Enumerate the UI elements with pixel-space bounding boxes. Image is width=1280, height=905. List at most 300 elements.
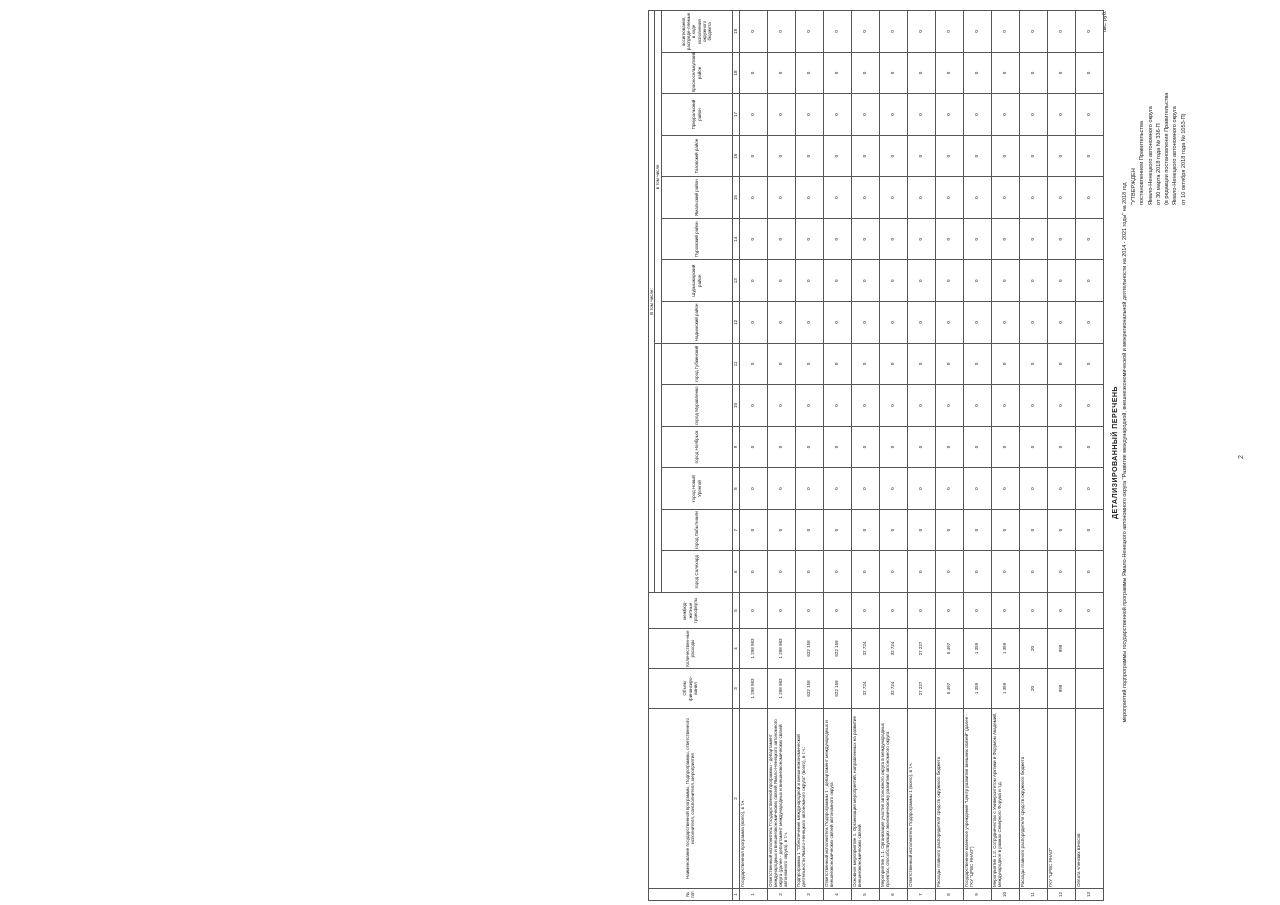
row-municipality-value: 0 — [1019, 551, 1047, 593]
table-row — [1047, 11, 1075, 901]
row-transfers: 0 — [739, 593, 767, 629]
column-number: 3 — [732, 669, 739, 709]
table-row — [795, 11, 823, 901]
row-municipality-value: 0 — [851, 509, 879, 551]
row-municipality-value: 0 — [767, 52, 795, 94]
row-municipality-value: 0 — [907, 260, 935, 302]
row-municipality-value: 0 — [963, 177, 991, 219]
row-municipality-value: 0 — [991, 343, 1019, 385]
row-municipality-value: 0 — [935, 11, 963, 53]
column-number: 19 — [732, 11, 739, 53]
row-municipality-value: 0 — [823, 52, 851, 94]
row-volume: 1 298 983 — [739, 669, 767, 709]
column-number: 6 — [732, 551, 739, 593]
row-municipality-value: 0 — [739, 468, 767, 510]
row-municipality-value: 0 — [767, 302, 795, 344]
row-municipality-value: 0 — [879, 302, 907, 344]
column-number: 7 — [732, 509, 739, 551]
row-municipality-value: 0 — [991, 52, 1019, 94]
row-municipality-value: 0 — [1047, 94, 1075, 136]
table-row — [739, 11, 767, 901]
row-municipality-value: 0 — [1075, 468, 1103, 510]
row-municipality-value: 0 — [1019, 94, 1047, 136]
column-number: 18 — [732, 52, 739, 94]
row-municipality-value: 0 — [879, 218, 907, 260]
row-municipality-value: 0 — [739, 11, 767, 53]
row-municipality-value: 0 — [823, 509, 851, 551]
row-municipality-value: 0 — [935, 260, 963, 302]
row-municipality-value: 0 — [1075, 385, 1103, 427]
column-number: 14 — [732, 218, 739, 260]
row-municipality-value: 0 — [823, 11, 851, 53]
header-municipality: Приуральский район — [661, 94, 732, 136]
column-number: 8 — [732, 468, 739, 510]
row-municipality-value: 0 — [1047, 468, 1075, 510]
header-municipality: Пуровский район — [661, 218, 732, 260]
column-number: 5 — [732, 593, 739, 629]
row-number: 2 — [767, 889, 795, 901]
header-municipality: город Салехард — [661, 551, 732, 593]
row-municipality-value: 0 — [963, 385, 991, 427]
header-municipality: Шурышкарский район — [661, 260, 732, 302]
row-municipality-value: 0 — [963, 426, 991, 468]
row-number: 11 — [1019, 889, 1047, 901]
row-municipality-value: 0 — [851, 94, 879, 136]
row-municipality-value: 0 — [767, 343, 795, 385]
row-municipality-value: 0 — [963, 135, 991, 177]
row-municipality-value: 0 — [1019, 468, 1047, 510]
row-transfers: 0 — [935, 593, 963, 629]
row-municipality-value: 0 — [767, 135, 795, 177]
column-number: 9 — [732, 426, 739, 468]
row-municipality-value: 0 — [795, 343, 823, 385]
rotated-document-page — [640, 0, 1280, 905]
row-municipality-value: 0 — [1019, 135, 1047, 177]
table-row — [1075, 11, 1103, 901]
row-costs: 27 227 — [907, 629, 935, 669]
row-municipality-value: 0 — [739, 426, 767, 468]
row-costs: 622 158 — [823, 629, 851, 669]
row-transfers: 0 — [963, 593, 991, 629]
row-municipality-value: 0 — [1047, 302, 1075, 344]
column-number: 2 — [732, 709, 739, 889]
row-costs: 5 497 — [935, 629, 963, 669]
row-municipality-value: 0 — [795, 509, 823, 551]
row-municipality-value: 0 — [879, 385, 907, 427]
row-municipality-value: 0 — [1019, 11, 1047, 53]
row-municipality-value: 0 — [823, 94, 851, 136]
column-number: 13 — [732, 260, 739, 302]
row-name: Подпрограмма 1 "Обеспечение международной и внешнеэкономической деятельности Ямало-Ненецкого автономного округа" (всего), в т.ч.: — [795, 709, 823, 889]
row-municipality-value: 0 — [991, 11, 1019, 53]
row-municipality-value: 0 — [907, 426, 935, 468]
row-municipality-value: 0 — [823, 426, 851, 468]
row-number: 13 — [1075, 889, 1103, 901]
header-municipality: город Губкинский — [661, 343, 732, 385]
row-municipality-value: 0 — [851, 260, 879, 302]
row-municipality-value: 0 — [963, 52, 991, 94]
row-municipality-value: 0 — [767, 509, 795, 551]
row-municipality-value: 0 — [991, 94, 1019, 136]
row-number: 12 — [1047, 889, 1075, 901]
row-municipality-value: 0 — [1075, 135, 1103, 177]
column-number: 15 — [732, 177, 739, 219]
approval-line: от 10 октября 2018 года № 1053-П) — [1180, 113, 1187, 205]
row-municipality-value: 0 — [739, 218, 767, 260]
row-municipality-value: 0 — [795, 218, 823, 260]
row-municipality-value: 0 — [823, 260, 851, 302]
row-municipality-value: 0 — [1019, 260, 1047, 302]
row-municipality-value: 0 — [935, 343, 963, 385]
header-incl-parts: в том числе — [655, 11, 661, 344]
row-volume: 32 724 — [851, 669, 879, 709]
row-municipality-value: 0 — [879, 260, 907, 302]
row-municipality-value: 0 — [935, 385, 963, 427]
financing-grid — [648, 10, 1104, 901]
row-municipality-value: 0 — [1075, 177, 1103, 219]
row-number: 4 — [823, 889, 851, 901]
row-municipality-value: 0 — [851, 343, 879, 385]
row-municipality-value: 0 — [767, 177, 795, 219]
row-municipality-value: 0 — [935, 94, 963, 136]
row-name: Ответственный исполнитель Подпрограммы 1 - департамент международных и внешнеэкономических связей автономного округа — [823, 709, 851, 889]
header-municipality: Надымский район — [661, 302, 732, 344]
row-municipality-value: 0 — [851, 11, 879, 53]
row-municipality-value: 0 — [795, 177, 823, 219]
approval-stamp — [1130, 93, 1188, 205]
row-costs: 32 724 — [851, 629, 879, 669]
approval-line: "УТВЕРЖДЕН — [1131, 168, 1137, 205]
header-municipality: Красноселькупский район — [661, 52, 732, 94]
row-costs: 20 — [1019, 629, 1047, 669]
row-transfers: 0 — [795, 593, 823, 629]
row-name: Основное мероприятие 1. Организация мероприятий, направленных на развитие внешнеэкономических связей — [851, 709, 879, 889]
row-volume: 1 359 — [991, 669, 1019, 709]
row-municipality-value: 0 — [1047, 260, 1075, 302]
column-number: 17 — [732, 94, 739, 136]
row-municipality-value: 0 — [1075, 94, 1103, 136]
row-municipality-value: 0 — [1075, 426, 1103, 468]
row-municipality-value: 0 — [1047, 218, 1075, 260]
row-municipality-value: 0 — [1019, 177, 1047, 219]
table-row — [963, 11, 991, 901]
row-municipality-value: 0 — [963, 302, 991, 344]
row-municipality-value: 0 — [963, 468, 991, 510]
row-costs: 32 724 — [879, 629, 907, 669]
row-municipality-value: 0 — [991, 385, 1019, 427]
row-municipality-value: 0 — [823, 302, 851, 344]
row-municipality-value: 0 — [1019, 509, 1047, 551]
row-costs: 1 359 — [963, 629, 991, 669]
row-volume — [1075, 669, 1103, 709]
table-row — [1019, 11, 1047, 901]
row-municipality-value: 0 — [795, 551, 823, 593]
row-number: 3 — [795, 889, 823, 901]
row-municipality-value: 0 — [907, 218, 935, 260]
row-municipality-value: 0 — [991, 260, 1019, 302]
row-municipality-value: 0 — [739, 177, 767, 219]
row-municipality-value: 0 — [739, 52, 767, 94]
row-municipality-value: 0 — [1019, 218, 1047, 260]
row-municipality-value: 0 — [823, 551, 851, 593]
row-volume: 622 158 — [795, 669, 823, 709]
row-transfers: 0 — [1047, 593, 1075, 629]
row-municipality-value: 0 — [739, 302, 767, 344]
row-name: Государственная программа (всего), в т.ч. — [739, 709, 767, 889]
row-municipality-value: 0 — [935, 509, 963, 551]
row-municipality-value: 0 — [991, 468, 1019, 510]
row-municipality-value: 0 — [907, 509, 935, 551]
row-municipality-value: 0 — [1075, 343, 1103, 385]
row-municipality-value: 0 — [739, 551, 767, 593]
row-municipality-value: 0 — [851, 468, 879, 510]
row-municipality-value: 0 — [907, 468, 935, 510]
row-municipality-value: 0 — [823, 135, 851, 177]
row-number: 6 — [879, 889, 907, 901]
row-municipality-value: 0 — [879, 135, 907, 177]
row-municipality-value: 0 — [963, 343, 991, 385]
row-volume: 5 497 — [935, 669, 963, 709]
row-municipality-value: 0 — [935, 426, 963, 468]
row-municipality-value: 0 — [739, 135, 767, 177]
header-volume: Объем финансиро-вания — [649, 669, 733, 709]
row-municipality-value: 0 — [1019, 52, 1047, 94]
row-municipality-value: 0 — [879, 177, 907, 219]
row-municipality-value: 0 — [879, 426, 907, 468]
row-municipality-value: 0 — [823, 177, 851, 219]
document-subtitle: мероприятий подпрограммы государственной программы Ямало-Ненецкого автономного округа "Развитие международной, внешнеэкономической и межрегиональной деятельности на 2014 - 2021 годы" на 2018 год — [1122, 182, 1128, 723]
document-title: ДЕТАЛИЗИРОВАННЫЙ ПЕРЕЧЕНЬ — [1112, 386, 1119, 519]
row-municipality-value: 0 — [823, 468, 851, 510]
row-municipality-value: 0 — [935, 468, 963, 510]
row-municipality-value: 0 — [907, 343, 935, 385]
row-transfers: 0 — [879, 593, 907, 629]
table-row — [767, 11, 795, 901]
row-name: Мероприятие 1.1. Организация участия автономного округа в международных проектах, способствующих экономическому развитию автономного округа — [879, 709, 907, 889]
row-municipality-value: 0 — [963, 218, 991, 260]
row-municipality-value: 0 — [739, 260, 767, 302]
row-municipality-value: 0 — [767, 426, 795, 468]
row-municipality-value: 0 — [851, 426, 879, 468]
header-municipality: Тазовский район — [661, 135, 732, 177]
table-row — [851, 11, 879, 901]
column-number: 16 — [732, 135, 739, 177]
header-municipality: ассигнования, распреде-ляемые в ходе исполнения окружного бюджета — [661, 11, 732, 53]
table-row — [991, 11, 1019, 901]
row-volume: 622 158 — [823, 669, 851, 709]
row-municipality-value: 0 — [767, 11, 795, 53]
row-name: Государственное казенное учреждение "Центр развития внешних связей" (далее - ГКУ "ЦРВС ЯНАО") — [963, 709, 991, 889]
row-costs — [1075, 629, 1103, 669]
row-volume: 32 724 — [879, 669, 907, 709]
row-transfers: 0 — [1075, 593, 1103, 629]
row-municipality-value: 0 — [1075, 509, 1103, 551]
row-municipality-value: 0 — [1047, 135, 1075, 177]
table-row — [823, 11, 851, 901]
row-municipality-value: 0 — [739, 343, 767, 385]
row-municipality-value: 0 — [991, 551, 1019, 593]
row-name: Ответственный исполнитель Подпрограммы 1 (всего), в т.ч. — [907, 709, 935, 889]
row-volume: 27 227 — [907, 669, 935, 709]
header-num: № п/п — [649, 889, 733, 901]
row-municipality-value: 0 — [963, 551, 991, 593]
header-municipality: город Ноябрьск — [661, 426, 732, 468]
row-municipality-value: 0 — [1019, 343, 1047, 385]
header-transfers: межбюд-жетные трансферты — [649, 593, 733, 629]
row-costs: 1 359 — [991, 629, 1019, 669]
row-municipality-value: 0 — [1075, 52, 1103, 94]
row-municipality-value: 0 — [963, 509, 991, 551]
header-municipality: город Новый Уренгой — [661, 468, 732, 510]
row-municipality-value: 0 — [1075, 302, 1103, 344]
row-municipality-value: 0 — [991, 177, 1019, 219]
header-municipality: Ямальский район — [661, 177, 732, 219]
row-municipality-value: 0 — [879, 551, 907, 593]
row-municipality-value: 0 — [879, 52, 907, 94]
row-municipality-value: 0 — [1075, 218, 1103, 260]
row-municipality-value: 0 — [935, 135, 963, 177]
row-municipality-value: 0 — [991, 509, 1019, 551]
row-volume: 20 — [1019, 669, 1047, 709]
row-municipality-value: 0 — [963, 260, 991, 302]
row-name: ГКУ "ЦРВС ЯНАО" — [1047, 709, 1075, 889]
row-municipality-value: 0 — [739, 385, 767, 427]
row-municipality-value: 0 — [795, 135, 823, 177]
row-municipality-value: 0 — [823, 343, 851, 385]
row-municipality-value: 0 — [963, 94, 991, 136]
row-municipality-value: 0 — [851, 52, 879, 94]
row-name: Расходы главного распорядителя средств окружного бюджета — [935, 709, 963, 889]
row-municipality-value: 0 — [991, 302, 1019, 344]
row-municipality-value: 0 — [991, 218, 1019, 260]
row-municipality-value: 0 — [963, 11, 991, 53]
row-costs: 622 158 — [795, 629, 823, 669]
row-municipality-value: 0 — [795, 385, 823, 427]
row-municipality-value: 0 — [907, 94, 935, 136]
row-municipality-value: 0 — [795, 302, 823, 344]
approval-line: (в редакции постановления Правительства — [1164, 92, 1171, 205]
row-municipality-value: 0 — [907, 302, 935, 344]
row-name: Мероприятие 1.2. Сотрудничество с Университетом Арктики и Форумом Академий, международное в рамках Северного Форума и т.д. — [991, 709, 1019, 889]
row-municipality-value: 0 — [935, 551, 963, 593]
row-municipality-value: 0 — [1047, 551, 1075, 593]
table-row — [879, 11, 907, 901]
row-municipality-value: 0 — [851, 302, 879, 344]
row-municipality-value: 0 — [795, 260, 823, 302]
unit-label: тыс. руб. — [1102, 10, 1108, 33]
row-municipality-value: 0 — [767, 94, 795, 136]
row-municipality-value: 0 — [851, 135, 879, 177]
column-number: 10 — [732, 385, 739, 427]
column-number: 4 — [732, 629, 739, 669]
header-municipality: город Лабытнанги — [661, 509, 732, 551]
row-municipality-value: 0 — [935, 52, 963, 94]
row-municipality-value: 0 — [879, 343, 907, 385]
table-row — [907, 11, 935, 901]
row-transfers: 0 — [1019, 593, 1047, 629]
row-municipality-value: 0 — [851, 177, 879, 219]
row-municipality-value: 0 — [879, 11, 907, 53]
header-incl: В том числе: — [649, 11, 655, 593]
header-costs: Количествен-ные расходы — [649, 629, 733, 669]
row-municipality-value: 0 — [879, 94, 907, 136]
approval-line: постановлением Правительства — [1139, 120, 1146, 205]
row-municipality-value: 0 — [907, 135, 935, 177]
financing-table — [648, 11, 1093, 901]
row-municipality-value: 0 — [1047, 426, 1075, 468]
row-municipality-value: 0 — [851, 218, 879, 260]
column-number: 1 — [732, 889, 739, 901]
row-municipality-value: 0 — [907, 177, 935, 219]
row-municipality-value: 0 — [767, 218, 795, 260]
row-municipality-value: 0 — [935, 302, 963, 344]
row-municipality-value: 0 — [795, 52, 823, 94]
row-municipality-value: 0 — [823, 218, 851, 260]
row-municipality-value: 0 — [795, 468, 823, 510]
row-municipality-value: 0 — [739, 509, 767, 551]
row-municipality-value: 0 — [767, 468, 795, 510]
row-name: Расходы главного распорядителя средств окружного бюджета — [1019, 709, 1047, 889]
row-volume: 1 298 983 — [767, 669, 795, 709]
row-municipality-value: 0 — [767, 551, 795, 593]
row-transfers: 0 — [767, 593, 795, 629]
approval-line: Ямало-Ненецкого автономного округа — [1147, 106, 1154, 205]
row-municipality-value: 0 — [907, 385, 935, 427]
row-municipality-value: 0 — [935, 177, 963, 219]
row-municipality-value: 0 — [1019, 302, 1047, 344]
row-municipality-value: 0 — [823, 385, 851, 427]
row-number: 8 — [935, 889, 963, 901]
row-name: Ответственный исполнитель Государственной программы - департамент международных и внешнеэкономических связей Ямало-Ненецкого автономного округа (далее - департамент международных и внешнеэкономических связей автономного округа), в т.ч. — [767, 709, 795, 889]
row-municipality-value: 0 — [851, 385, 879, 427]
row-municipality-value: 0 — [935, 218, 963, 260]
row-municipality-value: 0 — [795, 426, 823, 468]
row-volume: 999 — [1047, 669, 1075, 709]
row-municipality-value: 0 — [879, 509, 907, 551]
row-municipality-value: 0 — [795, 11, 823, 53]
header-municipality: город Муравленко — [661, 385, 732, 427]
row-number: 5 — [851, 889, 879, 901]
row-costs: 999 — [1047, 629, 1075, 669]
row-volume: 1 359 — [963, 669, 991, 709]
header-name: Наименование государственной программы, Подпрограммы, ответственного исполнителя, соисполнителя, мероприятия — [649, 709, 733, 889]
table-row — [935, 11, 963, 901]
approval-line: от 30 марта 2018 года № 336-П — [1155, 123, 1162, 205]
approval-line: Ямало-Ненецкого автономного округа — [1172, 106, 1179, 205]
row-municipality-value: 0 — [1047, 11, 1075, 53]
row-municipality-value: 0 — [907, 52, 935, 94]
page-number: 2 — [1238, 455, 1245, 459]
row-municipality-value: 0 — [767, 260, 795, 302]
row-number: 1 — [739, 889, 767, 901]
row-municipality-value: 0 — [1047, 52, 1075, 94]
row-number: 7 — [907, 889, 935, 901]
row-municipality-value: 0 — [795, 94, 823, 136]
row-costs: 1 298 983 — [739, 629, 767, 669]
row-municipality-value: 0 — [1075, 11, 1103, 53]
row-transfers: 0 — [851, 593, 879, 629]
row-transfers: 0 — [823, 593, 851, 629]
row-municipality-value: 0 — [907, 551, 935, 593]
row-municipality-value: 0 — [879, 468, 907, 510]
column-number: 11 — [732, 343, 739, 385]
row-costs: 1 298 983 — [767, 629, 795, 669]
row-municipality-value: 0 — [739, 94, 767, 136]
row-municipality-value: 0 — [1047, 343, 1075, 385]
row-municipality-value: 0 — [1019, 385, 1047, 427]
row-municipality-value: 0 — [1047, 385, 1075, 427]
row-municipality-value: 0 — [1075, 551, 1103, 593]
